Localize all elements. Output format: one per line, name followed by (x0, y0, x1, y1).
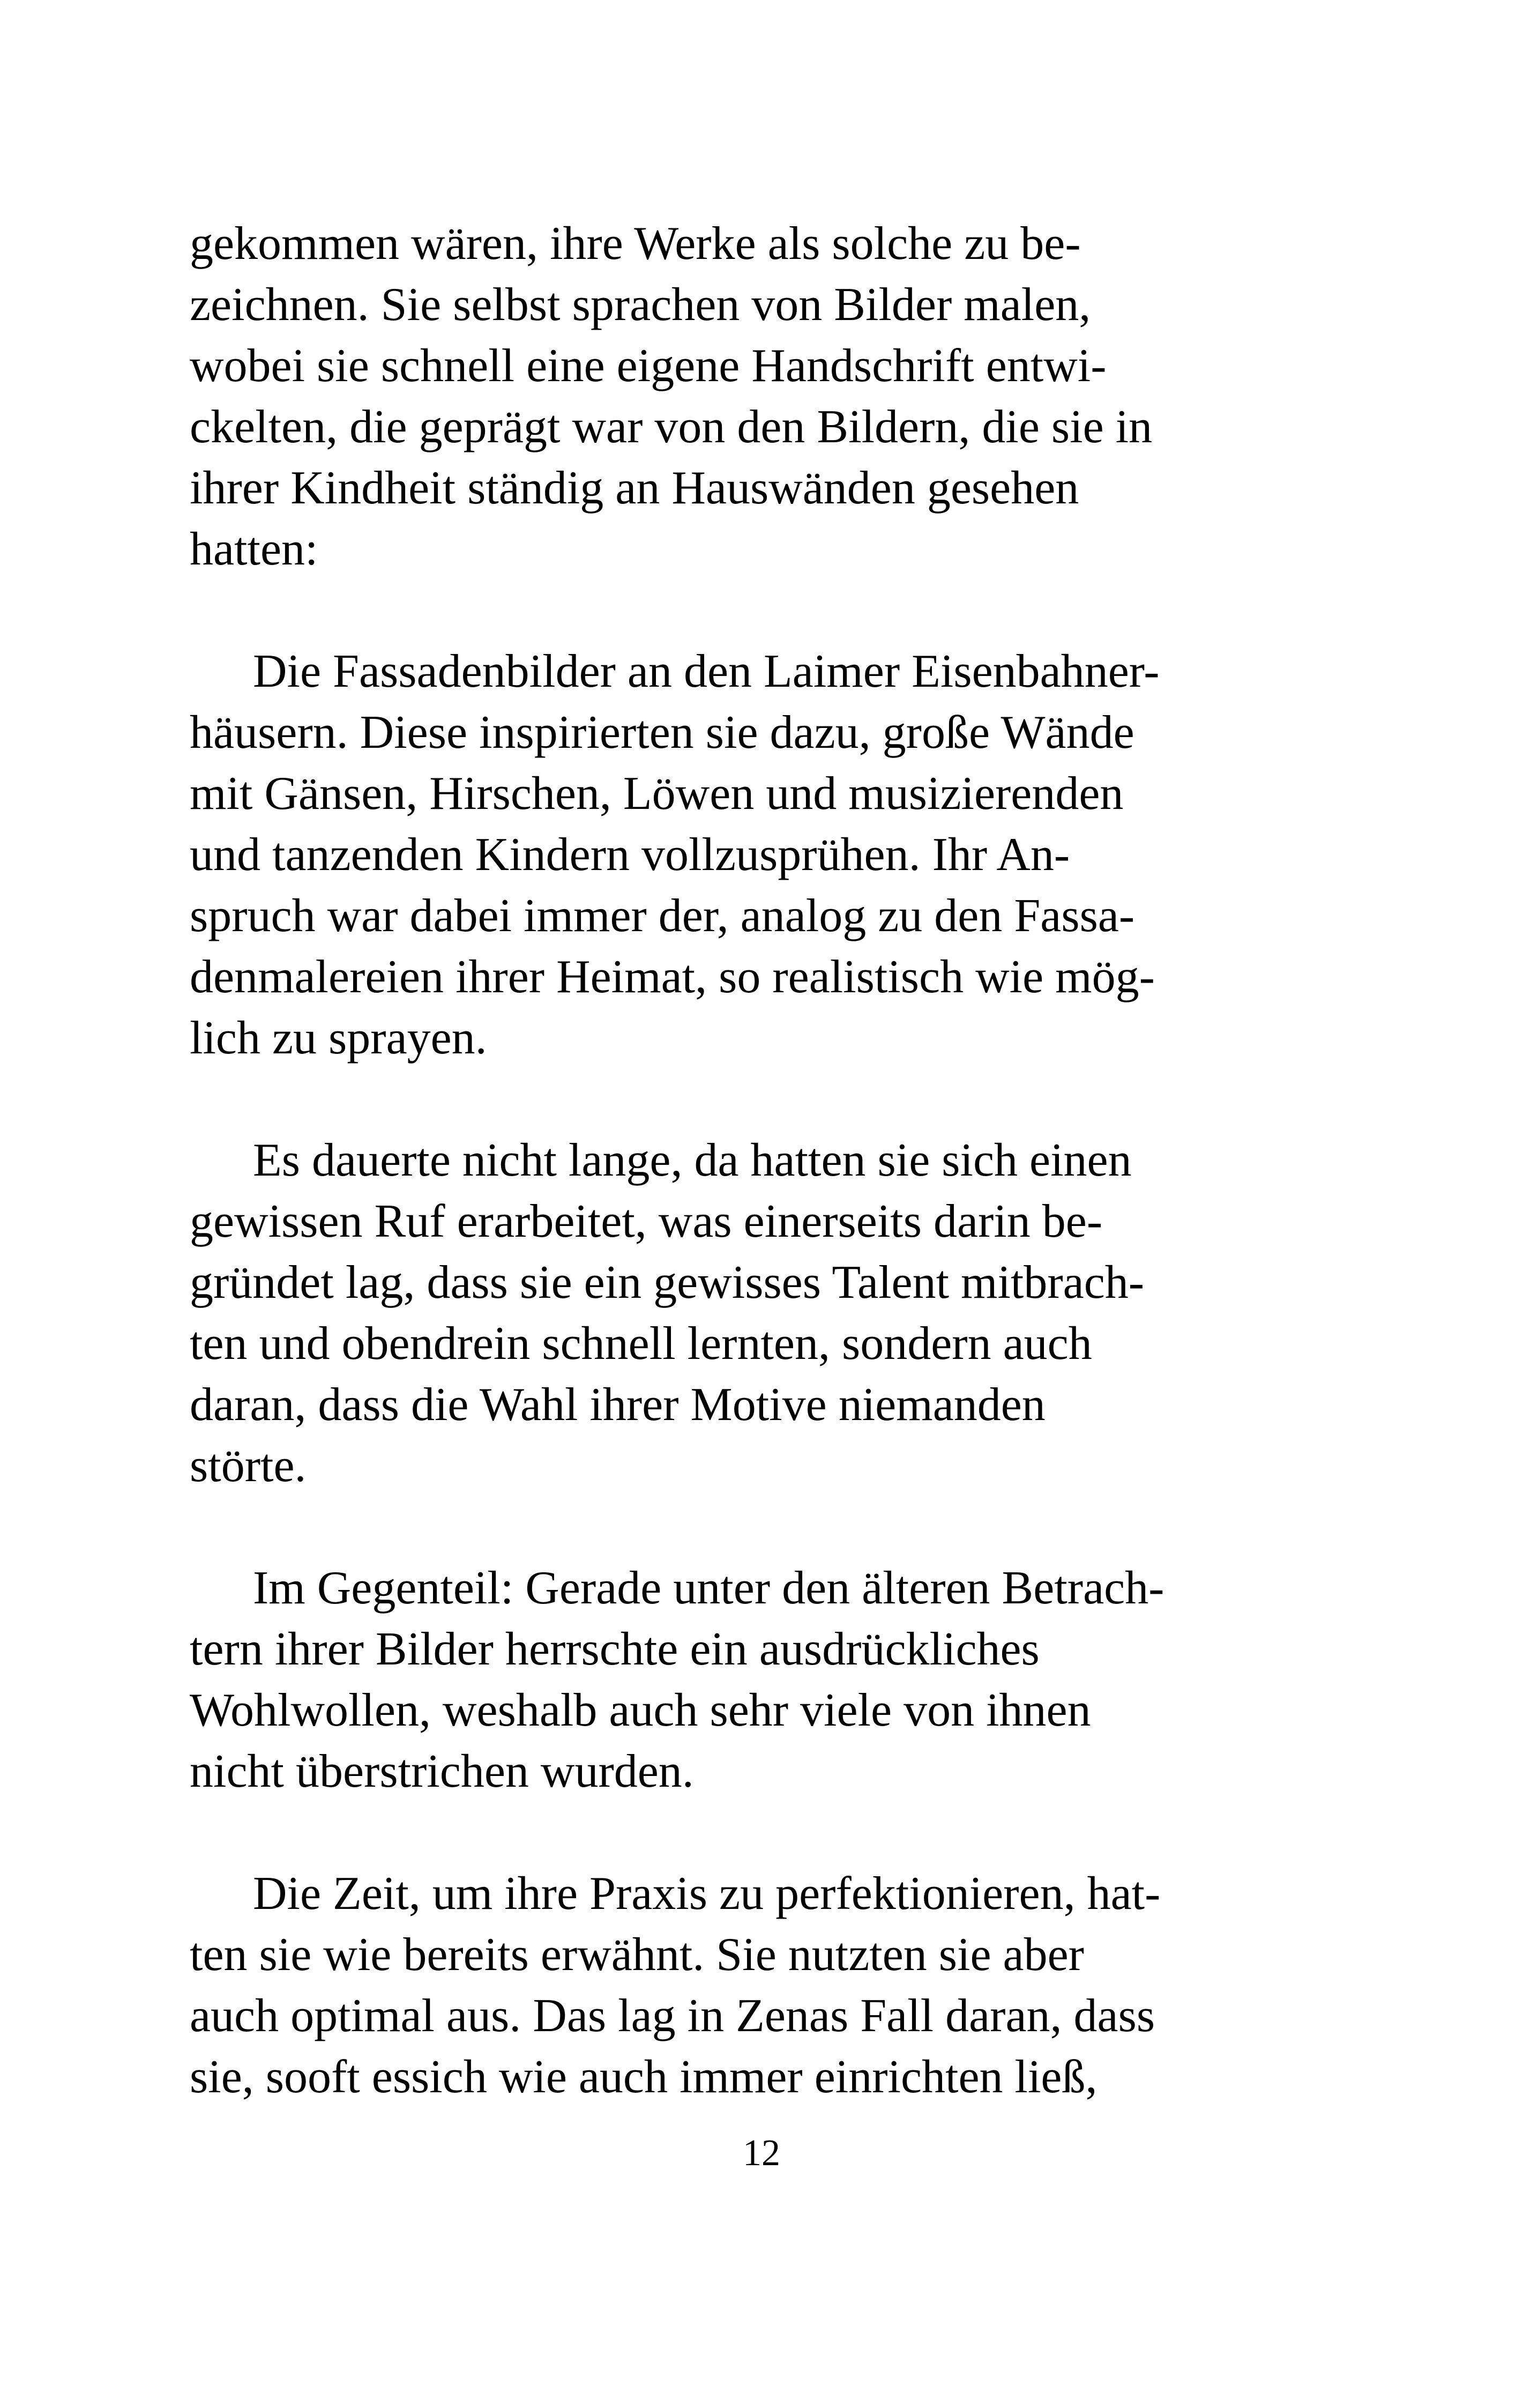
text-line: störte. (190, 1440, 307, 1492)
text-line: spruch war dabei immer der, analog zu den Fassa- (190, 890, 1135, 942)
text-line: denmalereien ihrer Heimat, so realistisch wie mög- (190, 951, 1155, 1003)
text-line: Wohlwollen, weshalb auch sehr viele von ihnen (190, 1684, 1091, 1736)
text-line: hatten: (190, 523, 318, 575)
text-line: zeichnen. Sie selbst sprachen von Bilder malen, (190, 279, 1091, 331)
page-number: 12 (743, 2132, 780, 2174)
paragraph-2 (190, 641, 1342, 1069)
text-line: Die Zeit, um ihre Praxis zu perfektionieren, hat- (253, 1868, 1161, 1920)
text-line: nicht überstrichen wurden. (190, 1745, 694, 1797)
text-line: sie, sooft essich wie auch immer einrichten ließ, (190, 2051, 1098, 2103)
text-line: ihrer Kindheit ständig an Hauswänden gesehen (190, 462, 1079, 514)
text-line: Im Gegenteil: Gerade unter den älteren Betrach- (253, 1562, 1164, 1614)
text-line: Es dauerte nicht lange, da hatten sie sich einen (253, 1134, 1132, 1186)
paragraph-5 (190, 1863, 1342, 2108)
paragraph-3 (190, 1130, 1342, 1497)
text-line: ten und obendrein schnell lernten, sondern auch (190, 1318, 1092, 1370)
text-line: gewissen Ruf erarbeitet, was einerseits darin be- (190, 1195, 1103, 1247)
text-line: ckelten, die geprägt war von den Bildern, die sie in (190, 401, 1153, 453)
paragraph-1 (190, 213, 1342, 580)
text-line: häusern. Diese inspirierten sie dazu, große Wände (190, 707, 1134, 759)
text-line: und tanzenden Kindern vollzusprühen. Ihr An- (190, 829, 1070, 881)
text-line: daran, dass die Wahl ihrer Motive niemanden (190, 1379, 1046, 1431)
text-line: mit Gänsen, Hirschen, Löwen und musizierenden (190, 768, 1124, 820)
text-line: tern ihrer Bilder herrschte ein ausdrückliches (190, 1623, 1040, 1675)
body-text (190, 213, 1342, 2169)
text-line: gründet lag, dass sie ein gewisses Talent mitbrach- (190, 1257, 1145, 1309)
text-line: wobei sie schnell eine eigene Handschrift entwi- (190, 340, 1107, 392)
paragraph-4 (190, 1558, 1342, 1802)
text-line: auch optimal aus. Das lag in Zenas Fall daran, dass (190, 1990, 1155, 2042)
text-line: lich zu sprayen. (190, 1012, 487, 1064)
text-line: Die Fassadenbilder an den Laimer Eisenbahner- (253, 645, 1160, 697)
text-line: gekommen wären, ihre Werke als solche zu be- (190, 218, 1081, 270)
text-line: ten sie wie bereits erwähnt. Sie nutzten sie aber (190, 1929, 1084, 1981)
